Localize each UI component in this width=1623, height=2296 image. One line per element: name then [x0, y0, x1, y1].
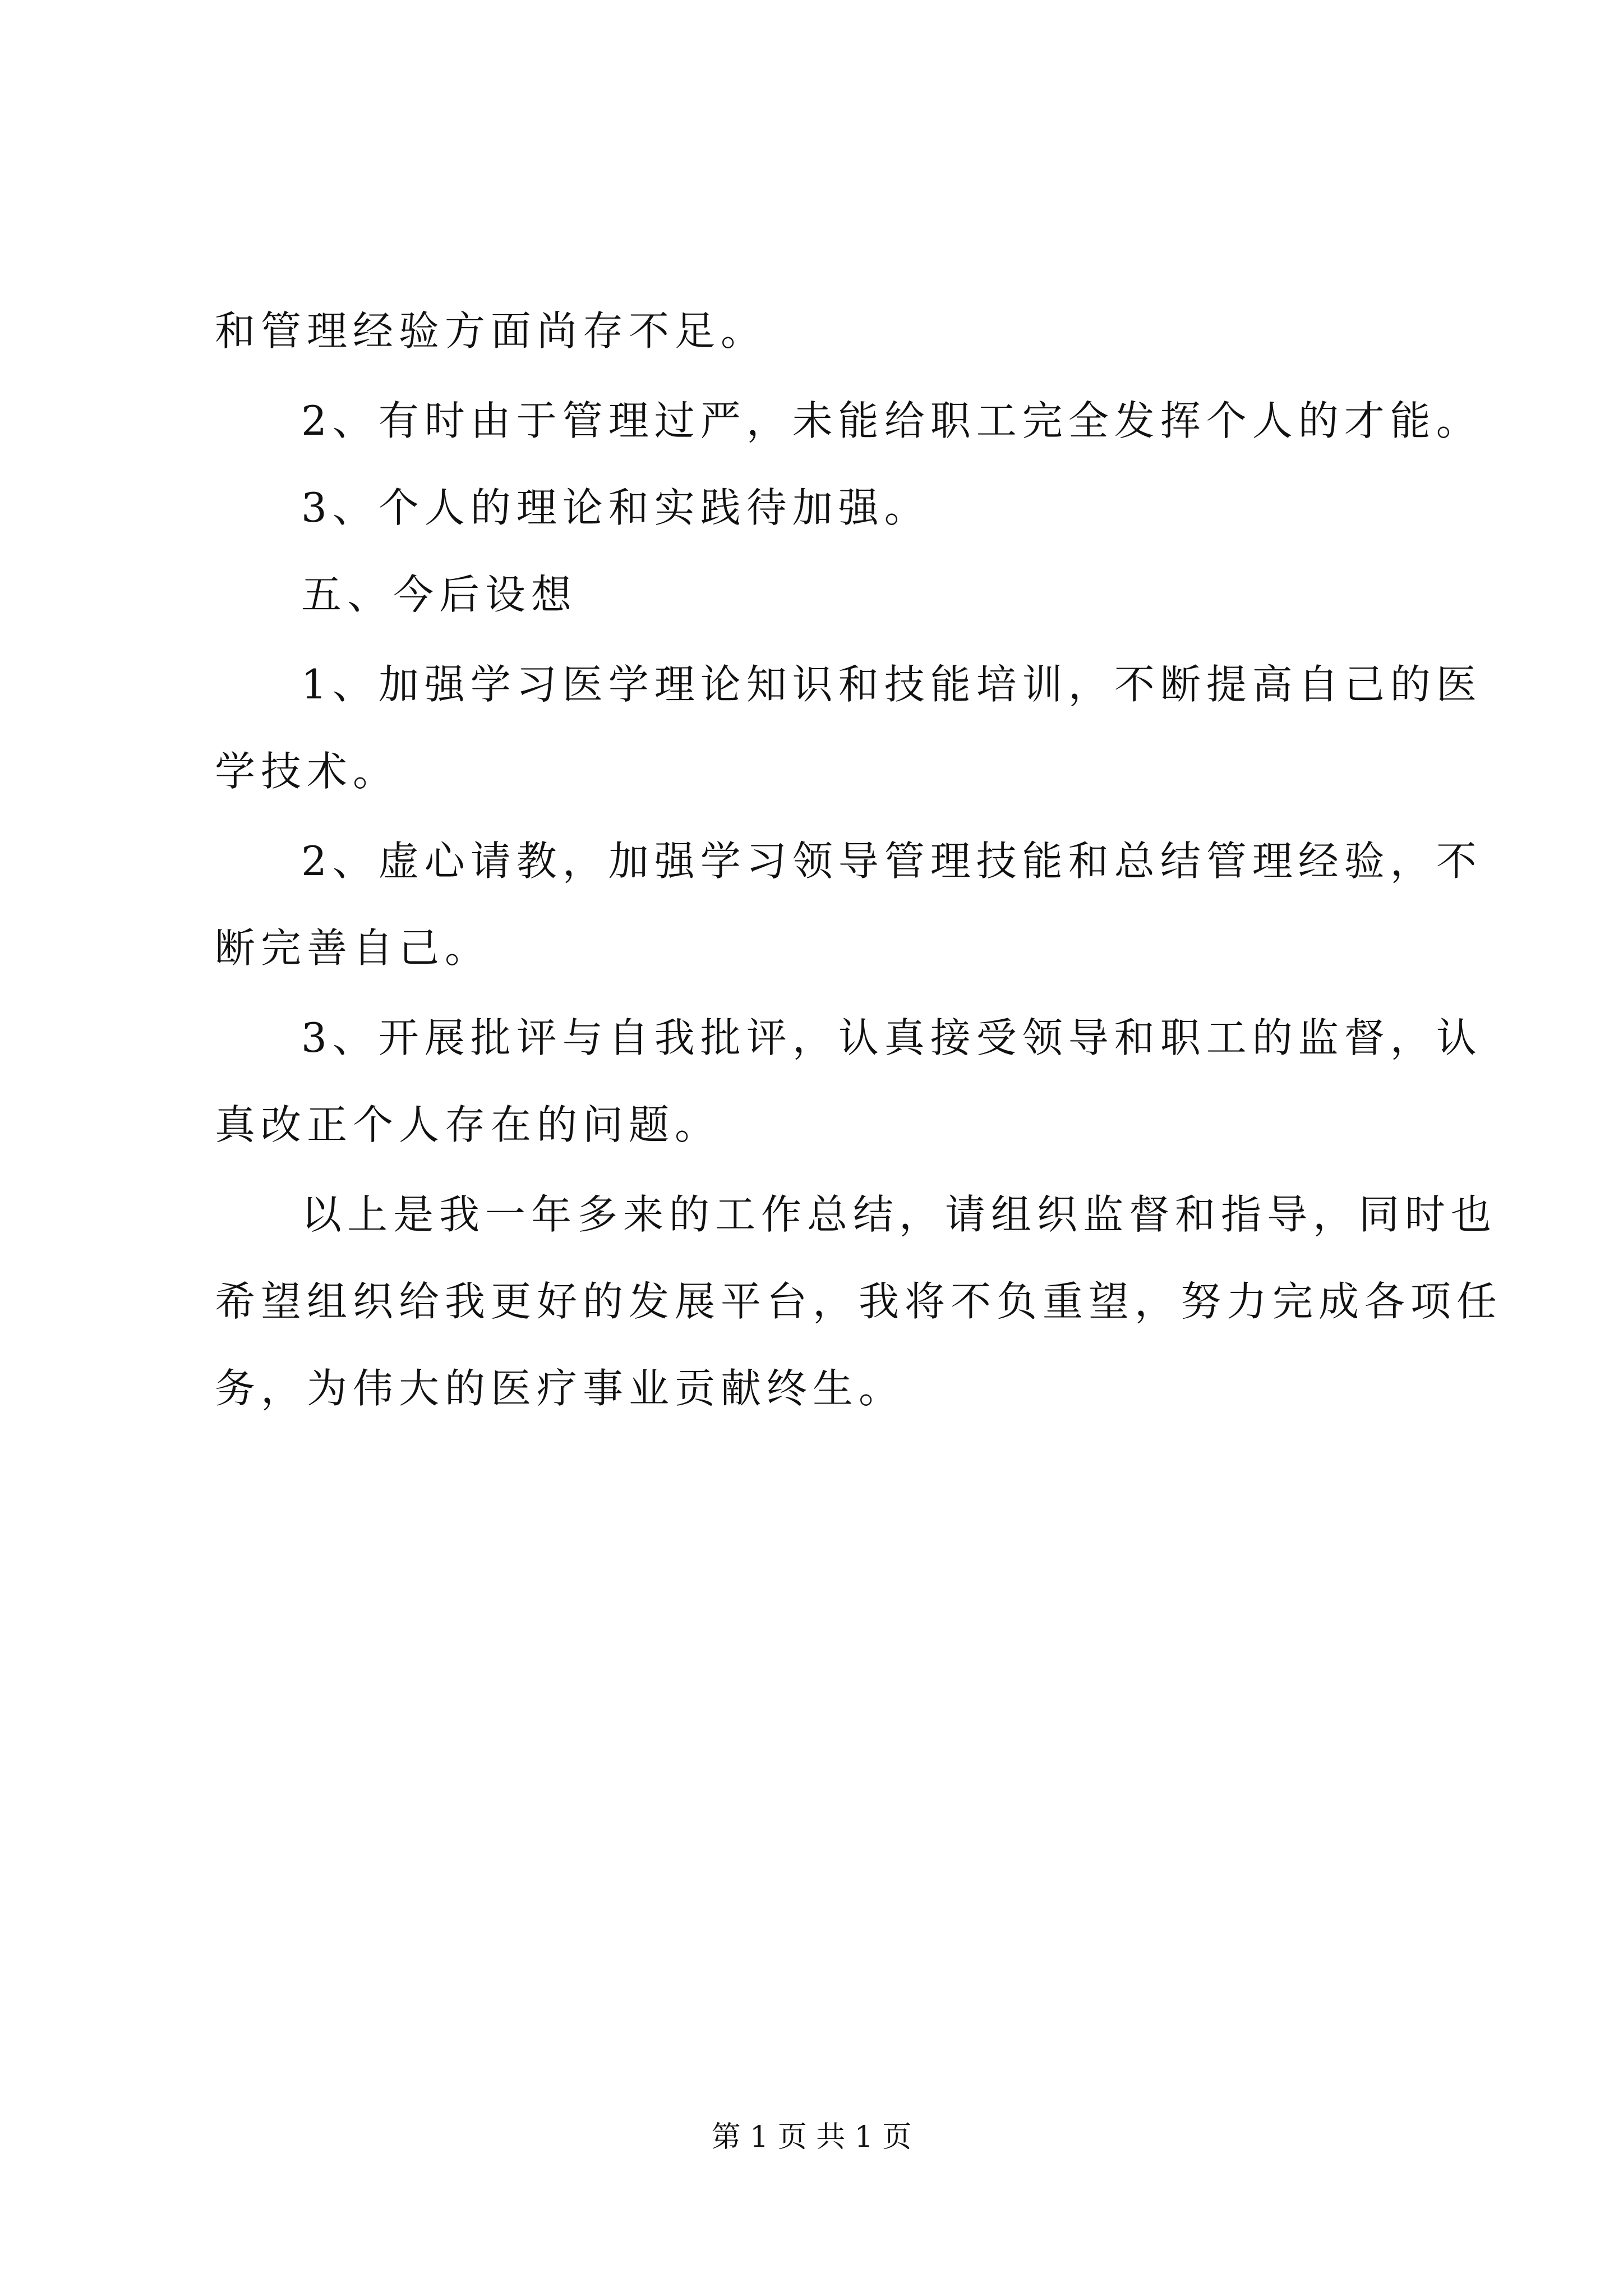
paragraph-line: 真改正个人存在的问题。	[215, 1101, 721, 1148]
paragraph-line: 和管理经验方面尚存不足。	[215, 307, 767, 355]
paragraph-line: 2、有时由于管理过严，未能给职工完全发挥个人的才能。	[301, 397, 1482, 444]
paragraph-line: 断完善自己。	[215, 924, 491, 972]
paragraph-line: 2、虚心请教，加强学习领导管理技能和总结管理经验，不	[301, 838, 1482, 885]
section-heading: 五、今后设想	[301, 571, 578, 618]
paragraph-line: 学技术。	[215, 748, 399, 795]
paragraph-line: 1、加强学习医学理论知识和技能培训，不断提高自己的医	[301, 661, 1482, 708]
page-footer	[0, 2119, 1623, 2155]
paragraph-line: 以上是我一年多来的工作总结，请组织监督和指导，同时也	[301, 1191, 1497, 1238]
paragraph-line: 3、开展批评与自我批评，认真接受领导和职工的监督，认	[301, 1014, 1482, 1061]
paragraph-line: 3、个人的理论和实践待加强。	[301, 484, 930, 531]
paragraph-line: 务，为伟大的医疗事业贡献终生。	[215, 1365, 905, 1412]
page-number-label: 第 1 页 共 1 页	[711, 2120, 912, 2154]
paragraph-line: 希望组织给我更好的发展平台，我将不负重望，努力完成各项任	[215, 1278, 1503, 1325]
